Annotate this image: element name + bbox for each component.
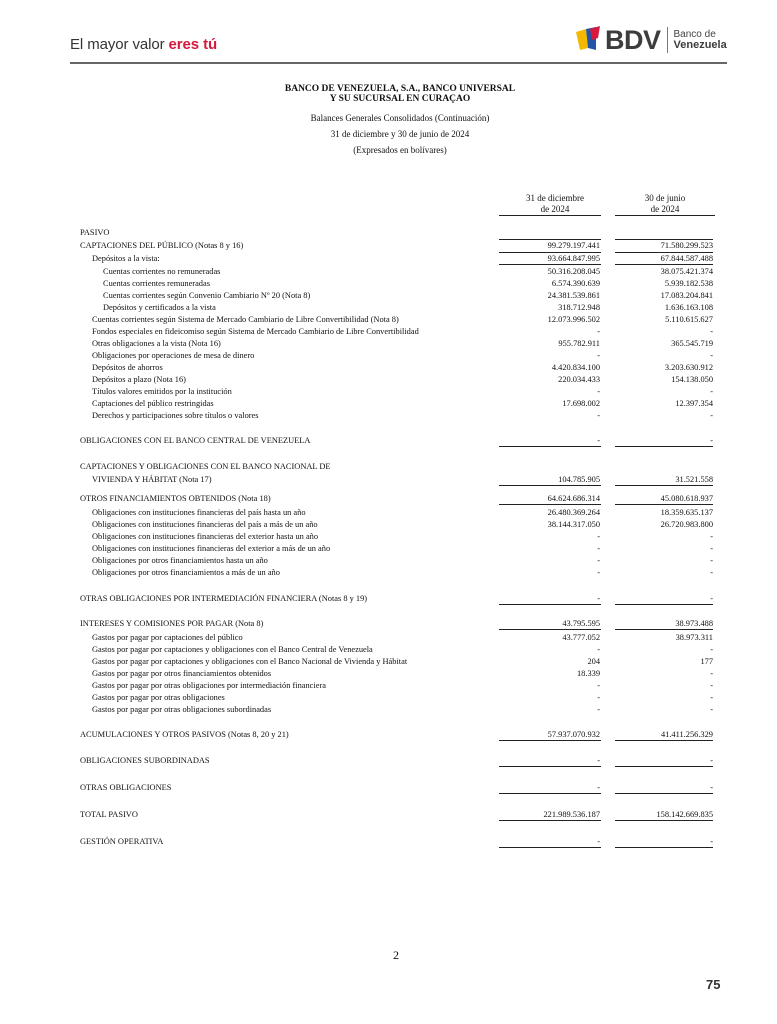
table-row xyxy=(0,755,777,766)
table-row xyxy=(0,567,777,578)
row-label: CAPTACIONES Y OBLIGACIONES CON EL BANCO NACIONAL DE xyxy=(80,462,331,471)
subtotal-rule xyxy=(615,252,713,253)
subtotal-rule xyxy=(499,264,601,265)
value-dec-2024: 43.777.052 xyxy=(562,633,600,642)
subtotal-rule xyxy=(499,252,601,253)
table-row xyxy=(0,692,777,703)
row-label: Obligaciones con instituciones financieras del país a más de un año xyxy=(92,520,318,529)
row-label: Obligaciones con instituciones financieras del exterior a más de un año xyxy=(92,544,331,553)
value-jun-2024: - xyxy=(710,351,713,360)
value-dec-2024: - xyxy=(597,645,600,654)
table-row xyxy=(0,338,777,349)
value-dec-2024: 57.937.070.932 xyxy=(547,730,600,739)
row-label: OBLIGACIONES CON EL BANCO CENTRAL DE VENEZUELA xyxy=(80,436,311,445)
value-jun-2024: 67.844.587.488 xyxy=(660,254,713,263)
table-row xyxy=(0,656,777,667)
column-header-jun-line1: 30 de junio xyxy=(644,193,686,203)
slogan-prefix: El mayor valor xyxy=(70,36,169,53)
value-dec-2024: - xyxy=(597,436,600,445)
row-label: Gastos por pagar por otras obligaciones subordinadas xyxy=(92,705,272,714)
table-row xyxy=(0,543,777,554)
logo-sub-line2: Venezuela xyxy=(673,39,727,51)
value-dec-2024: 6.574.390.639 xyxy=(551,279,600,288)
value-dec-2024: - xyxy=(597,568,600,577)
row-label: TOTAL PASIVO xyxy=(80,810,138,819)
table-row xyxy=(0,809,777,820)
row-label: Cuentas corrientes remuneradas xyxy=(103,279,210,288)
bdv-logo-mark-icon xyxy=(574,26,604,54)
row-label: OBLIGACIONES SUBORDINADAS xyxy=(80,756,210,765)
table-row xyxy=(0,386,777,397)
row-label: VIVIENDA Y HÁBITAT (Nota 17) xyxy=(92,475,212,484)
value-jun-2024: 177 xyxy=(700,657,713,666)
value-jun-2024: 5.939.182.538 xyxy=(664,279,713,288)
table-row xyxy=(0,782,777,793)
slogan-accent: eres tú xyxy=(168,36,218,53)
table-row xyxy=(0,290,777,301)
value-dec-2024: 50.316.208.045 xyxy=(547,267,600,276)
table-row xyxy=(0,555,777,566)
value-dec-2024: - xyxy=(597,705,600,714)
column-header-dec xyxy=(500,193,610,215)
subtotal-rule xyxy=(499,485,601,486)
column-header-jun-line2: de 2024 xyxy=(650,204,680,214)
table-row xyxy=(0,240,777,251)
subtotal-rule xyxy=(615,766,713,767)
table-row xyxy=(0,374,777,385)
table-row xyxy=(0,398,777,409)
value-dec-2024: - xyxy=(597,411,600,420)
row-label: Cuentas corrientes no remuneradas xyxy=(103,267,221,276)
table-row xyxy=(0,729,777,740)
subtotal-rule xyxy=(615,629,713,630)
row-label: ACUMULACIONES Y OTROS PASIVOS (Notas 8, 20 y 21) xyxy=(80,730,289,739)
value-dec-2024: 43.795.595 xyxy=(562,619,600,628)
value-dec-2024: - xyxy=(597,532,600,541)
row-label: CAPTACIONES DEL PÚBLICO (Notas 8 y 16) xyxy=(80,241,244,250)
table-row xyxy=(0,253,777,264)
value-dec-2024: - xyxy=(597,351,600,360)
document-subtitle: Balances Generales Consolidados (Continuación) xyxy=(310,113,490,123)
subtotal-rule xyxy=(615,820,713,821)
table-row xyxy=(0,668,777,679)
row-label: Otras obligaciones a la vista (Nota 16) xyxy=(92,339,221,348)
table-row xyxy=(0,314,777,325)
value-dec-2024: 17.698.002 xyxy=(562,399,600,408)
row-label: Gastos por pagar por captaciones y obligaciones con el Banco Nacional de Vivienda y Hábitat xyxy=(92,657,408,666)
row-label: Fondos especiales en fideicomiso según Sistema de Mercado Cambiario de Libre Convertibilidad xyxy=(92,327,419,336)
subtotal-rule xyxy=(615,740,713,741)
currency-note: (Expresados en bolívares) xyxy=(353,145,447,155)
value-dec-2024: 26.480.369.264 xyxy=(547,508,600,517)
table-row xyxy=(0,326,777,337)
value-dec-2024: - xyxy=(597,783,600,792)
column-header-dec-line2: de 2024 xyxy=(540,204,570,214)
subtotal-rule xyxy=(615,239,713,240)
value-jun-2024: - xyxy=(710,544,713,553)
table-row xyxy=(0,531,777,542)
subtotal-rule xyxy=(499,604,601,605)
value-jun-2024: 45.080.618.937 xyxy=(660,494,713,503)
row-label: Gastos por pagar por captaciones y obligaciones con el Banco Central de Venezuela xyxy=(92,645,373,654)
subtotal-rule xyxy=(499,239,601,240)
value-jun-2024: 3.203.630.912 xyxy=(664,363,713,372)
value-dec-2024: 204 xyxy=(587,657,600,666)
statement-page-number: 2 xyxy=(393,948,399,962)
table-row xyxy=(0,266,777,277)
value-jun-2024: 158.142.669.835 xyxy=(656,810,713,819)
table-row xyxy=(0,493,777,504)
row-label: OTRAS OBLIGACIONES xyxy=(80,783,172,792)
table-row xyxy=(0,362,777,373)
row-label: Captaciones del público restringidas xyxy=(92,399,214,408)
value-jun-2024: - xyxy=(710,387,713,396)
value-dec-2024: - xyxy=(597,837,600,846)
value-jun-2024: 18.359.635.137 xyxy=(660,508,713,517)
row-label: Obligaciones con instituciones financieras del país hasta un año xyxy=(92,508,306,517)
value-jun-2024: 26.720.983.800 xyxy=(660,520,713,529)
row-label: INTERESES Y COMISIONES POR PAGAR (Nota 8) xyxy=(80,619,264,628)
row-label: Gastos por pagar por otros financiamientos obtenidos xyxy=(92,669,272,678)
row-label: Depósitos de ahorros xyxy=(92,363,163,372)
value-jun-2024: 365.545.719 xyxy=(671,339,713,348)
value-jun-2024: - xyxy=(710,669,713,678)
column-header-rule xyxy=(499,215,601,216)
subtotal-rule xyxy=(615,446,713,447)
value-jun-2024: 31.521.558 xyxy=(675,475,713,484)
column-header-dec-line1: 31 de diciembre xyxy=(526,193,584,203)
value-dec-2024: 93.664.847.995 xyxy=(547,254,600,263)
report-page-number: 75 xyxy=(706,977,721,992)
value-jun-2024: - xyxy=(710,645,713,654)
row-label: PASIVO xyxy=(80,228,110,237)
logo-sub-line1: Banco de xyxy=(673,29,716,40)
table-row xyxy=(0,227,777,238)
value-jun-2024: - xyxy=(710,837,713,846)
title-line1: BANCO DE VENEZUELA, S.A., BANCO UNIVERSAL xyxy=(284,84,516,94)
value-dec-2024: - xyxy=(597,327,600,336)
subtotal-rule xyxy=(499,766,601,767)
row-label: Depósitos a plazo (Nota 16) xyxy=(92,375,186,384)
value-dec-2024: 318.712.948 xyxy=(558,303,600,312)
bdv-logo xyxy=(574,25,727,55)
value-jun-2024: 1.636.163.108 xyxy=(664,303,713,312)
value-jun-2024: 12.397.354 xyxy=(675,399,713,408)
row-label: Obligaciones con instituciones financieras del exterior hasta un año xyxy=(92,532,319,541)
value-dec-2024: 220.034.433 xyxy=(558,375,600,384)
row-label: Depósitos a la vista: xyxy=(92,254,160,263)
subtotal-rule xyxy=(499,446,601,447)
value-jun-2024: - xyxy=(710,568,713,577)
value-jun-2024: 71.580.299.523 xyxy=(660,241,713,250)
row-label: Gastos por pagar por captaciones del público xyxy=(92,633,243,642)
value-dec-2024: 4.420.834.100 xyxy=(551,363,600,372)
subtotal-rule xyxy=(615,847,713,848)
row-label: OTRAS OBLIGACIONES POR INTERMEDIACIÓN FINANCIERA (Notas 8 y 19) xyxy=(80,594,368,603)
value-jun-2024: - xyxy=(710,327,713,336)
value-dec-2024: - xyxy=(597,556,600,565)
row-label: OTROS FINANCIAMIENTOS OBTENIDOS (Nota 18) xyxy=(80,494,271,503)
table-row xyxy=(0,507,777,518)
logo-subtitle xyxy=(674,29,727,51)
value-dec-2024: - xyxy=(597,756,600,765)
subtotal-rule xyxy=(615,504,713,505)
table-row xyxy=(0,435,777,446)
value-dec-2024: - xyxy=(597,544,600,553)
subtotal-rule xyxy=(615,604,713,605)
table-row xyxy=(0,461,777,472)
value-dec-2024: 104.785.905 xyxy=(558,475,600,484)
value-jun-2024: 154.138.050 xyxy=(671,375,713,384)
row-label: Obligaciones por operaciones de mesa de dinero xyxy=(92,351,255,360)
subtotal-rule xyxy=(499,740,601,741)
row-label: Obligaciones por otros financiamientos a más de un año xyxy=(92,568,280,577)
value-dec-2024: - xyxy=(597,387,600,396)
subtotal-rule xyxy=(615,264,713,265)
value-dec-2024: 38.144.317.050 xyxy=(547,520,600,529)
subtotal-rule xyxy=(499,793,601,794)
value-jun-2024: - xyxy=(710,556,713,565)
title-line2: Y SU SUCURSAL EN CURAÇAO xyxy=(329,94,471,104)
value-dec-2024: 64.624.686.314 xyxy=(547,494,600,503)
value-jun-2024: 38.973.311 xyxy=(675,633,713,642)
logo-separator xyxy=(667,27,668,53)
logo-text: BDV xyxy=(605,24,661,55)
value-jun-2024: - xyxy=(710,411,713,420)
value-jun-2024: - xyxy=(710,436,713,445)
row-label: Cuentas corrientes según Convenio Cambiario Nº 20 (Nota 8) xyxy=(103,291,311,300)
table-row xyxy=(0,350,777,361)
subtotal-rule xyxy=(499,847,601,848)
row-label: Derechos y participaciones sobre títulos o valores xyxy=(92,411,259,420)
table-row xyxy=(0,632,777,643)
column-header-rule xyxy=(615,215,715,216)
subtotal-rule xyxy=(615,793,713,794)
value-dec-2024: 955.782.911 xyxy=(558,339,600,348)
header-divider xyxy=(70,62,727,64)
value-jun-2024: - xyxy=(710,783,713,792)
value-dec-2024: - xyxy=(597,693,600,702)
value-dec-2024: - xyxy=(597,594,600,603)
value-dec-2024: - xyxy=(597,681,600,690)
subtotal-rule xyxy=(499,820,601,821)
table-row xyxy=(0,644,777,655)
table-row xyxy=(0,836,777,847)
value-jun-2024: - xyxy=(710,756,713,765)
value-jun-2024: - xyxy=(710,532,713,541)
value-dec-2024: 18.339 xyxy=(576,669,600,678)
value-dec-2024: 221.989.536.187 xyxy=(543,810,600,819)
column-header-jun xyxy=(615,193,715,215)
table-row xyxy=(0,302,777,313)
row-label: Cuentas corrientes según Sistema de Mercado Cambiario de Libre Convertibilidad (Nota 8) xyxy=(92,315,399,324)
row-label: Gastos por pagar por otras obligaciones por intermediación financiera xyxy=(92,681,326,690)
value-jun-2024: 17.083.204.841 xyxy=(660,291,713,300)
table-row xyxy=(0,618,777,629)
value-jun-2024: - xyxy=(710,705,713,714)
value-jun-2024: - xyxy=(710,681,713,690)
table-row xyxy=(0,680,777,691)
subtotal-rule xyxy=(499,504,601,505)
row-label: Depósitos y certificados a la vista xyxy=(103,303,216,312)
value-jun-2024: - xyxy=(710,693,713,702)
document-title xyxy=(200,84,600,104)
value-dec-2024: 24.381.539.861 xyxy=(547,291,600,300)
value-dec-2024: 99.279.197.441 xyxy=(547,241,600,250)
value-jun-2024: 38.075.421.374 xyxy=(660,267,713,276)
subtotal-rule xyxy=(615,485,713,486)
document-dates: 31 de diciembre y 30 de junio de 2024 xyxy=(330,129,470,139)
slogan xyxy=(70,36,217,53)
table-row xyxy=(0,410,777,421)
value-jun-2024: 5.110.615.627 xyxy=(665,315,713,324)
value-jun-2024: - xyxy=(710,594,713,603)
value-jun-2024: 38.973.488 xyxy=(675,619,713,628)
value-dec-2024: 12.073.996.502 xyxy=(547,315,600,324)
table-row xyxy=(0,704,777,715)
table-row xyxy=(0,593,777,604)
table-row xyxy=(0,519,777,530)
subtotal-rule xyxy=(499,629,601,630)
value-jun-2024: 41.411.256.329 xyxy=(660,730,713,739)
row-label: Gastos por pagar por otras obligaciones xyxy=(92,693,225,702)
row-label: GESTIÓN OPERATIVA xyxy=(80,837,164,846)
row-label: Obligaciones por otros financiamientos hasta un año xyxy=(92,556,268,565)
table-row xyxy=(0,474,777,485)
row-label: Títulos valores emitidos por la institución xyxy=(92,387,232,396)
table-row xyxy=(0,278,777,289)
